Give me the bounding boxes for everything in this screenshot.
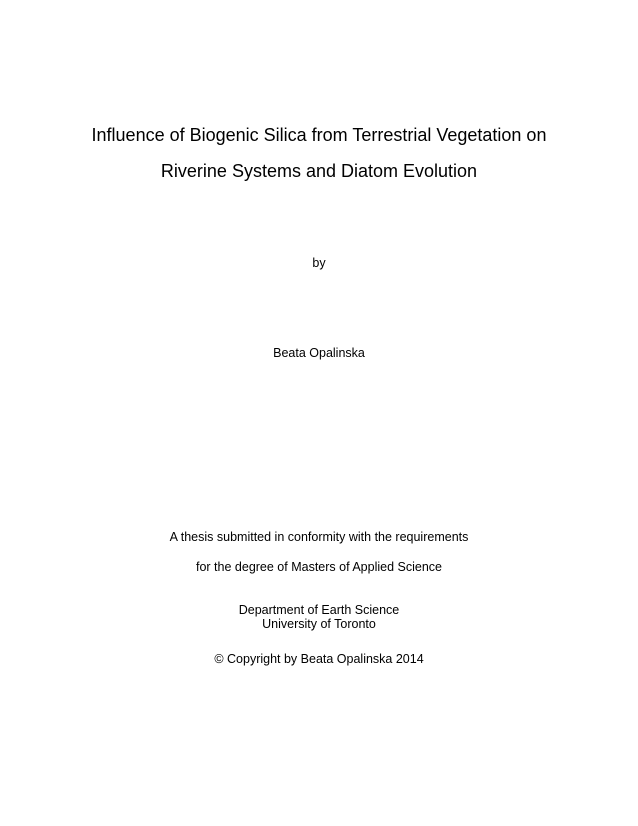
thesis-title-line-1: Influence of Biogenic Silica from Terrestrial Vegetation on xyxy=(91,125,547,145)
author-name: Beata Opalinska xyxy=(273,346,365,360)
university: University of Toronto xyxy=(262,617,376,631)
copyright-notice: © Copyright by Beata Opalinska 2014 xyxy=(214,652,424,666)
submission-statement-line-1: A thesis submitted in conformity with the requirements xyxy=(169,530,469,544)
department: Department of Earth Science xyxy=(238,603,400,617)
thesis-title-line-2: Riverine Systems and Diatom Evolution xyxy=(160,161,478,181)
submission-statement-line-2: for the degree of Masters of Applied Science xyxy=(196,560,442,574)
by-label: by xyxy=(312,256,326,270)
